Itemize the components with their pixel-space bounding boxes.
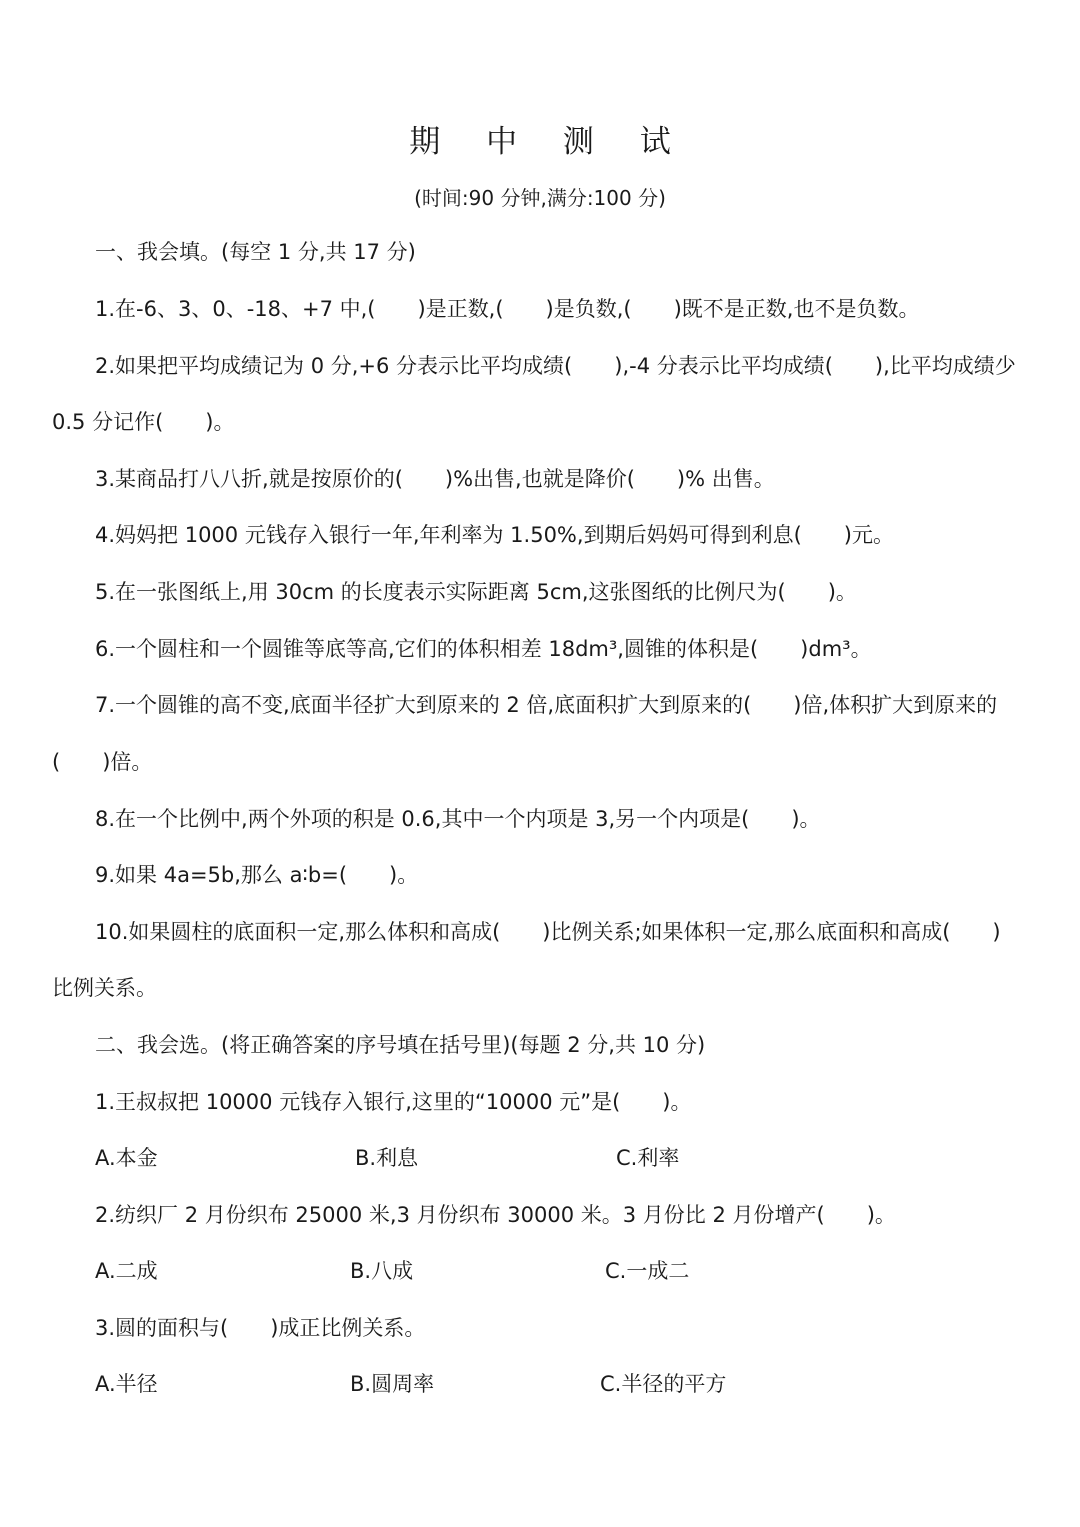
option-2-3-a: A.半径 [95,1372,158,1396]
question-1-3: 3.某商品打八八折,就是按原价的( )%出售,也就是降价( )% 出售。 [95,467,775,491]
option-2-3-b: B.圆周率 [350,1372,435,1396]
question-1-9: 9.如果 4a=5b,那么 a∶b=( )。 [95,863,419,887]
question-1-4: 4.妈妈把 1000 元钱存入银行一年,年利率为 1.50%,到期后妈妈可得到利息( )元。 [95,523,894,547]
option-2-1-a: A.本金 [95,1146,158,1170]
question-1-1: 1.在-6、3、0、-18、+7 中,( )是正数,( )是负数,( )既不是正数,也不是负数。 [95,297,920,321]
question-1-7-line1: 7.一个圆锥的高不变,底面半径扩大到原来的 2 倍,底面积扩大到原来的( )倍,体积扩大到原来的 [95,693,998,717]
question-1-10-line2: 比例关系。 [52,976,157,1000]
question-2-1: 1.王叔叔把 10000 元钱存入银行,这里的“10000 元”是( )。 [95,1090,692,1114]
option-2-2-a: A.二成 [95,1259,158,1283]
question-2-2: 2.纺织厂 2 月份织布 25000 米,3 月份织布 30000 米。3 月份比 2 月份增产( )。 [95,1203,896,1227]
exam-subtitle: (时间:90 分钟,满分:100 分) [414,186,666,210]
section2-heading: 二、我会选。(将正确答案的序号填在括号里)(每题 2 分,共 10 分) [95,1033,706,1057]
question-1-10-line1: 10.如果圆柱的底面积一定,那么体积和高成( )比例关系;如果体积一定,那么底面积和高成( ) [95,920,1001,944]
question-2-3: 3.圆的面积与( )成正比例关系。 [95,1316,426,1340]
page-title: 期 中 测 试 [409,124,689,160]
question-1-7-line2: ( )倍。 [52,750,153,774]
question-1-2-line2: 0.5 分记作( )。 [52,410,235,434]
question-1-8: 8.在一个比例中,两个外项的积是 0.6,其中一个内项是 3,另一个内项是( )。 [95,807,821,831]
option-2-1-c: C.利率 [616,1146,680,1170]
option-2-3-c: C.半径的平方 [600,1372,727,1396]
section1-heading: 一、我会填。(每空 1 分,共 17 分) [95,240,416,264]
option-2-1-b: B.利息 [355,1146,419,1170]
option-2-2-c: C.一成二 [605,1259,690,1283]
question-1-6: 6.一个圆柱和一个圆锥等底等高,它们的体积相差 18dm³,圆锥的体积是( )dm³。 [95,637,872,661]
question-1-5: 5.在一张图纸上,用 30cm 的长度表示实际距离 5cm,这张图纸的比例尺为( )。 [95,580,857,604]
option-2-2-b: B.八成 [350,1259,414,1283]
question-1-2-line1: 2.如果把平均成绩记为 0 分,+6 分表示比平均成绩( ),-4 分表示比平均成绩( ),比平均成绩少 [95,354,1016,378]
